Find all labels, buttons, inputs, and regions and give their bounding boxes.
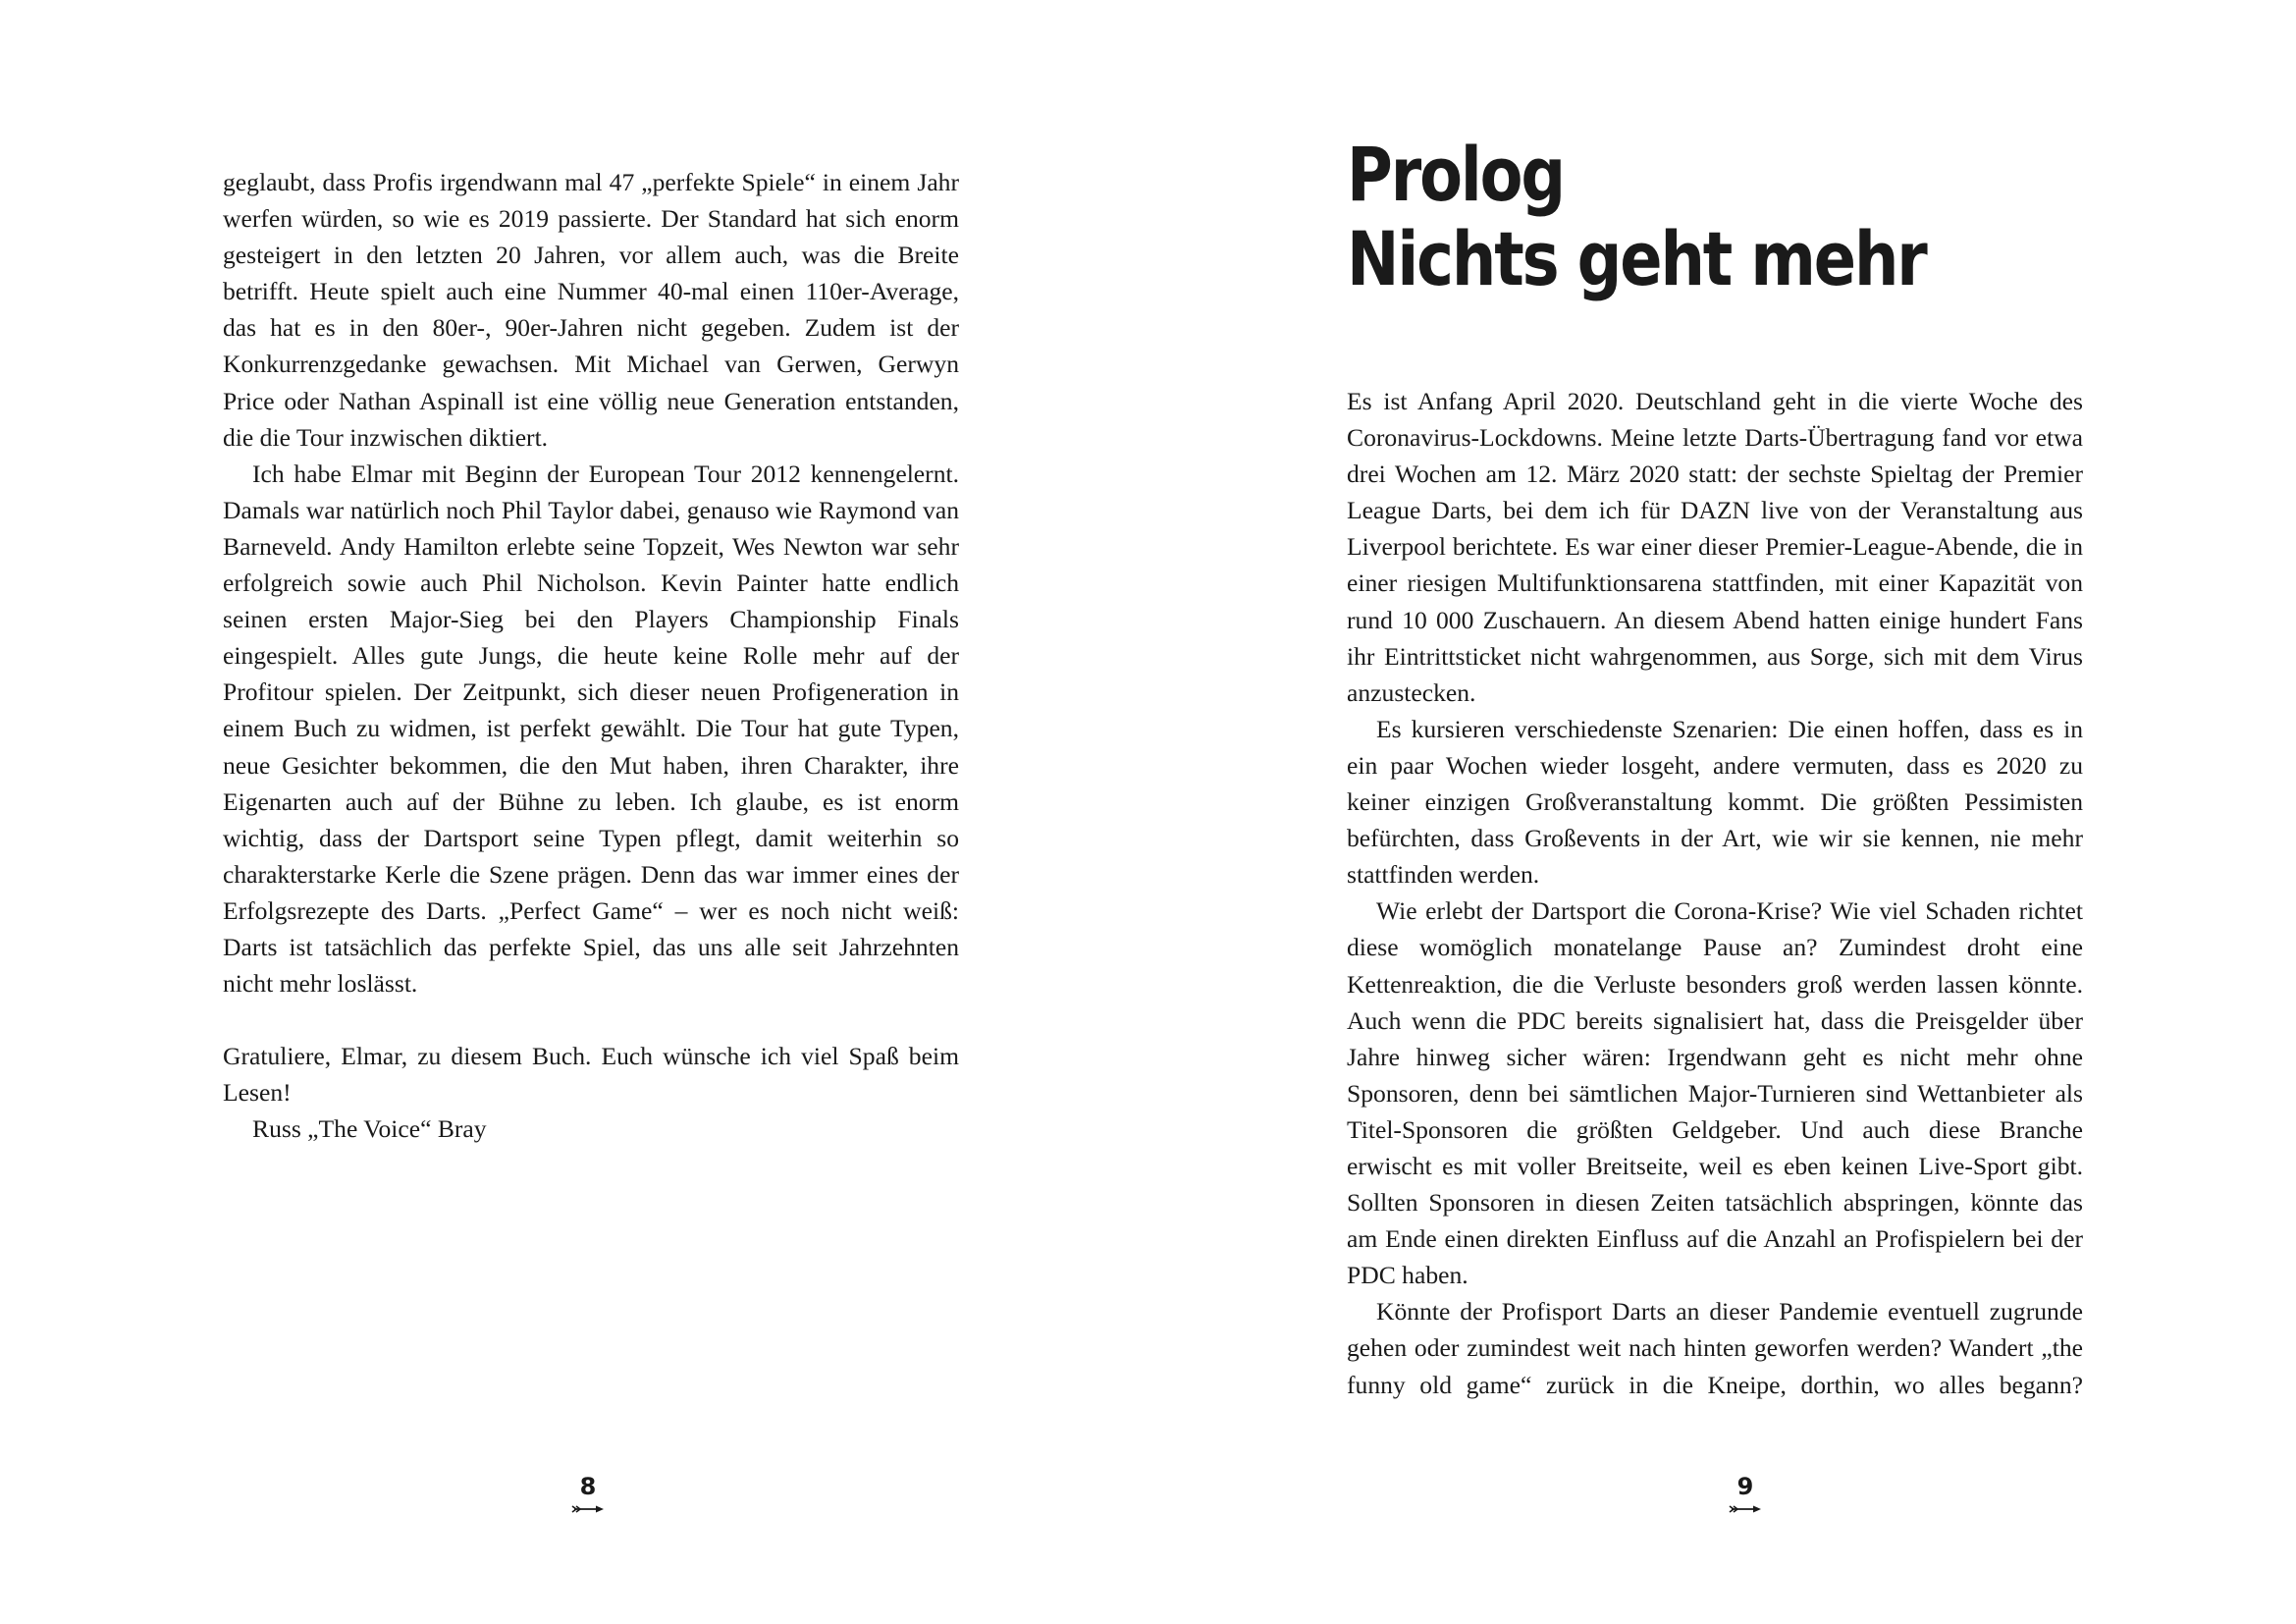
right-page-folio xyxy=(1716,1475,1775,1514)
page-number-right: 9 xyxy=(1736,1473,1754,1500)
right-paragraph-4: Könnte der Profisport Darts an dieser Pandemie eventuell zugrunde gehen oder zumindest weit nach hinten geworfen werden? Wandert „the funny old game“ zurück in die Kneipe, dorthin, wo alles begann? xyxy=(1347,1297,2083,1399)
page-number-left: 8 xyxy=(579,1473,597,1500)
right-paragraph-2: Es kursieren verschiedenste Szenarien: Die einen hoffen, dass es in ein paar Wochen wieder losgeht, andere vermuten, dass es 2020 zu keiner einzigen Großveranstaltung kommt. Die größten Pessimisten befürchten, dass Großevents in der Art, wie wir sie kennen, nie mehr stattfinden werden. xyxy=(1347,714,2083,890)
chapter-label: Prolog xyxy=(1347,131,1564,218)
chapter-title: Nichts geht mehr xyxy=(1347,215,1926,302)
left-paragraph-2: Ich habe Elmar mit Beginn der European Tour 2012 kennengelernt. Damals war natürlich noch Phil Taylor dabei, genauso wie Raymond van Barneveld. Andy Hamilton erlebte seine Topzeit, Wes Newton war sehr erfolgreich sowie auch Phil Nicholson. Kevin Painter hatte endlich seinen ersten Major-Sieg bei den Players Championship Finals eingespielt. Alles gute Jungs, die heute keine Rolle mehr auf der Profitour spielen. Der Zeitpunkt, sich dieser neuen Profigeneration in einem Buch zu widmen, ist perfekt gewählt. Die Tour hat gute Typen, neue Gesichter bekommen, die den Mut haben, ihren Charakter, ihre Eigenarten auch auf der Bühne zu leben. Ich glaube, es ist enorm wichtig, dass der Dartsport seine Typen pflegt, damit weiterhin so charakterstarke Kerle die Szene prägen. Denn das war immer eines der Erfolgsrezepte des Darts. „Perfect Game“ – wer es noch nicht weiß: Darts ist tatsächlich das perfekte Spiel, das uns alle seit Jahrzehnten nicht mehr loslässt. xyxy=(223,459,959,999)
chapter-heading xyxy=(1347,133,2006,301)
right-paragraph-3: Wie erlebt der Dartsport die Corona-Krise? Wie viel Schaden richtet diese womöglich monatelange Pause an? Zumindest droht eine Kettenreaktion, die die Verluste besonders groß werden lassen könnte. Auch wenn die PDC bereits signalisiert hat, dass die Preisgelder über Jahre hinweg sicher wären: Irgendwann geht es nicht mehr ohne Sponsoren, denn bei sämtlichen Major-Turnieren sind Wettanbieter als Titel-Sponsoren die größten Geldgeber. Und auch diese Branche erwischt es mit voller Breitseite, weil es eben keinen Live-Sport gibt. Sollten Sponsoren in diesen Zeiten tatsächlich abspringen, könnte das am Ende einen direkten Einfluss auf die Anzahl an Profispielern bei der PDC haben. xyxy=(1347,896,2083,1290)
dart-arrow-icon xyxy=(571,1504,605,1514)
right-page-body xyxy=(1347,383,2083,1403)
left-page-folio xyxy=(559,1475,617,1514)
dart-arrow-icon xyxy=(1729,1504,1762,1514)
left-paragraph-1: geglaubt, dass Profis irgendwann mal 47 „perfekte Spiele“ in einem Jahr werfen würden, so wie es 2019 passierte. Der Standard hat sich enorm gesteigert in den letzten 20 Jahren, vor allem auch, was die Breite betrifft. Heute spielt auch eine Nummer 40-mal einen 110er-Average, das hat es in den 80er-, 90er-Jahren nicht gegeben. Zudem ist der Konkurrenzgedanke gewachsen. Mit Michael van Gerwen, Gerwyn Price oder Nathan Aspinall ist eine völlig neue Generation entstanden, die die Tour inzwischen diktiert. xyxy=(223,168,959,452)
right-page xyxy=(1148,0,2296,1624)
left-page-body xyxy=(223,164,959,1147)
signature-line: Russ „The Voice“ Bray xyxy=(252,1114,487,1144)
left-paragraph-closing: Gratuliere, Elmar, zu diesem Buch. Euch wünsche ich viel Spaß beim Lesen! xyxy=(223,1042,959,1108)
right-paragraph-1: Es ist Anfang April 2020. Deutschland geht in die vierte Woche des Coronavirus-Lockdowns. Meine letzte Darts-Übertragung fand vor etwa drei Wochen am 12. März 2020 statt: der sechste Spieltag der Premier League Darts, bei dem ich für DAZN live von der Veranstaltung aus Liverpool berichtete. Es war einer dieser Premier-League-Abende, die in einer riesigen Multifunktionsarena stattfinden, mit einer Kapazität von rund 10 000 Zuschauern. An diesem Abend hatten einige hundert Fans ihr Eintrittsticket nicht wahrgenommen, aus Sorge, sich mit dem Virus anzustecken. xyxy=(1347,387,2083,707)
